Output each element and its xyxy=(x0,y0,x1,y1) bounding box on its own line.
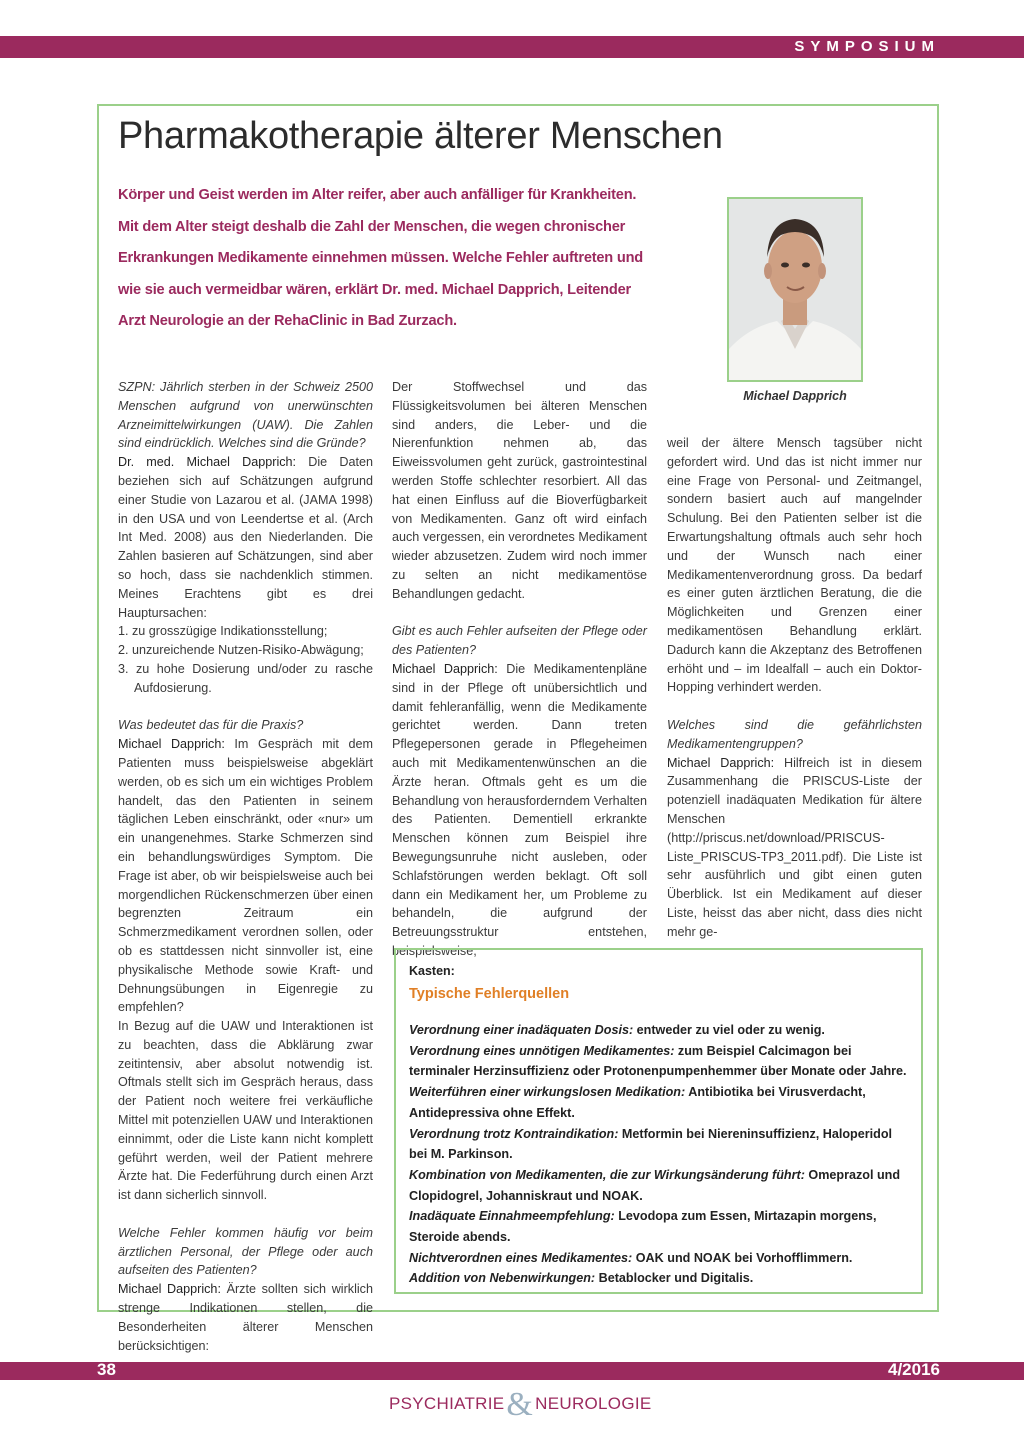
box-item xyxy=(409,1041,909,1082)
interview-question: Was bedeutet das für die Praxis? xyxy=(118,718,304,733)
photo-caption: Michael Dapprich xyxy=(743,389,847,403)
section-kicker: SYMPOSIUM xyxy=(794,38,940,55)
box-item xyxy=(409,1248,909,1269)
box-item-text: Antibiotika bei Virusverdacht, Antidepressiva ohne Effekt. xyxy=(409,1085,866,1120)
answer-text: In Bezug auf die UAW und Interaktionen ist zu beachten, dass die Abklärung zwar zeitintensiv, aber absolut notwendig ist. Oftmals stellt sich im Gespräch heraus, dass der Patient noch weitere frei verkäufliche Mittel mit potenziellen UAW und Interaktionen einnimmt, oder die Liste kann nicht komplett geführt werden, weil der Patient mehrere Ärzte hat. Die Federführung durch einen Arzt ist dann sicherlich sinnvoll. xyxy=(118,1019,373,1203)
box-items xyxy=(409,1020,909,1289)
box-item-text: OAK und NOAK bei Vorhofflimmern. xyxy=(632,1250,853,1265)
article-title: Pharmakotherapie älterer Menschen xyxy=(118,115,723,157)
list-item: 3. zu hohe Dosierung und/oder zu rasche Aufdosierung. xyxy=(118,661,373,695)
speaker-label: Michael Dapprich: xyxy=(118,737,225,752)
answer-text: Im Gespräch mit dem Patienten muss beispielsweise abgeklärt werden, ob es sich um ein wichtiges Problem handelt, das den Patienten in seinem täglichen Leben einschränkt, oder «nur» um ein unangenehmes. Starke Schmerzen sind ein behandlungswürdiges Symptom. Die Frage ist aber, ob wir beispielsweise auch bei morgendlichen Rückenschmerzen über einen begrenzten Zeitraum ein Schmerzmedikament verordnen sollen, oder ob es stattdessen nicht sinnvoller ist, eine physikalische Methode sowie Kraft- und Dehnungsübungen in Eigenregie zu empfehlen? xyxy=(118,737,373,1015)
journal-name-part: PSYCHIATRIE xyxy=(389,1394,505,1413)
interview-answer xyxy=(392,660,647,961)
box-item-term: Verordnung eines unnötigen Medikamentes: xyxy=(409,1043,675,1058)
box-item xyxy=(409,1124,909,1165)
box-item xyxy=(409,1206,909,1247)
box-item-term: Addition von Nebenwirkungen: xyxy=(409,1271,596,1286)
box-item-text: Levodopa zum Essen, Mirtazapin morgens, Steroide abends. xyxy=(409,1209,877,1245)
answer-text: Ärzte sollten sich wirklich strenge Indikationen stellen, die Besonderheiten älterer Menschen berücksichtigen: xyxy=(118,1282,373,1353)
box-item xyxy=(409,1268,909,1289)
box-item xyxy=(409,1082,909,1123)
box-title: Typische Fehlerquellen xyxy=(409,986,570,1002)
box-item xyxy=(409,1165,909,1206)
box-item-text: Metformin bei Niereninsuffizienz, Haloperidol bei M. Parkinson. xyxy=(409,1126,893,1162)
paragraph-gap xyxy=(118,698,373,717)
body-paragraph: Der Stoffwechsel und das Flüssigkeitsvolumen bei älteren Menschen sind anders, die Leber- und die Nierenfunktion nehmen ab, das Eiweissvolumen geht zurück, gastrointestinal werden Stoffe schlechter resorbiert. All das hat einen Einfluss auf die Bioverfügbarkeit von Medikamenten. Ganz oft wird einfach auch vergessen, ein verordnetes Medikament wieder abzusetzen. Zudem wird noch immer zu selten an nicht medikamentöse Behandlungen gedacht. xyxy=(392,380,647,601)
speaker-label: Michael Dapprich: xyxy=(392,661,498,676)
article-lead: Körper und Geist werden im Alter reifer, aber auch anfälliger für Krankheiten. Mit dem Alter steigt deshalb die Zahl der Menschen, die wegen chronischer Erkrankungen Medikamente einnehmen müssen. Welche Fehler auftreten und wie sie auch vermeidbar wären, erklärt Dr. med. Michael Dapprich, Leitender Arzt Neurologie an der RehaClinic in Bad Zurzach. xyxy=(118,187,644,329)
interview-question: Welche Fehler kommen häufig vor beim ärztlichen Personal, der Pflege oder auch aufseiten des Patienten? xyxy=(118,1225,373,1278)
list-item: 2. unzureichende Nutzen-Risiko-Abwägung; xyxy=(118,643,364,658)
ampersand-mark: & xyxy=(506,1386,534,1423)
speaker-label: Michael Dapprich: xyxy=(667,755,775,770)
box-item-text: zum Beispiel Calcimagon bei terminaler Herzinsuffizienz oder Protonenpumpenhemmer über Monate oder Jahre. xyxy=(409,1043,907,1079)
box-item-text: entweder zu viel oder zu wenig. xyxy=(633,1023,825,1037)
text-column-3 xyxy=(667,434,922,942)
interview-question: SZPN: Jährlich sterben in der Schweiz 2500 Menschen aufgrund von unerwünschten Arzneimittelwirkungen (UAW). Die Zahlen sind eindrücklich. Welches sind die Gründe? xyxy=(118,380,373,451)
box-item-term: Inadäquate Einnahmeempfehlung: xyxy=(409,1209,615,1224)
answer-text: Die Medikamentenpläne sind in der Pflege oft unübersichtlich und damit fehleranfällig, wenn die Medikamente gerichtet werden. Dann treten Pflegepersonen gerade in Pflegeheimen auch mit Medikamentenwünschen an die Ärzte heran. Oftmals geht es um die Behandlung von herausforderndem Verhalten des Patienten. Dementiell erkrankte Menschen können zum Beispiel ihre Bewegungsunruhe nicht ausleben, oder Schlafstörungen werden beklagt. Oft soll dann ein Medikament her, um Probleme zu behandeln, die aufgrund der Betreuungsstruktur entstehen, beispielsweise, xyxy=(392,661,648,958)
box-item-text: Omeprazol und Clopidogrel, Johanniskraut und NOAK. xyxy=(409,1167,901,1203)
body-paragraph: weil der ältere Mensch tagsüber nicht gefordert wird. Und das ist nicht immer nur eine Frage von Personal- und Zeitmangel, sondern basiert auch auf mangelnder Schulung. Bei den Patienten selber ist die Erwartungshaltung oftmals auch sehr hoch und der Wunsch nach einer Medikamentenverordnung gross. Da bedarf es einer guten ärztlichen Beratung, die die Möglichkeiten und Grenzen einer medikamentösen Behandlung erklärt. Dadurch kann die Akzeptanz des Betroffenen erhöht und – im Idealfall – auch ein Doktor-Hopping verhindert werden. xyxy=(667,436,922,695)
interview-answer xyxy=(667,754,922,942)
issue-number: 4/2016 xyxy=(888,1360,940,1379)
causes-list xyxy=(118,622,373,697)
box-item-term: Verordnung einer inadäquaten Dosis: xyxy=(409,1023,634,1037)
interview-answer xyxy=(118,1280,373,1355)
box-item-term: Nichtverordnen eines Medikamentes: xyxy=(409,1250,633,1265)
info-box xyxy=(394,948,923,1294)
box-item-term: Verordnung trotz Kontraindikation: xyxy=(409,1126,619,1141)
paragraph-gap xyxy=(667,697,922,716)
list-item: 1. zu grosszügige Indikationsstellung; xyxy=(118,624,328,639)
box-item xyxy=(409,1020,909,1041)
page-number: 38 xyxy=(97,1360,116,1379)
box-label: Kasten: xyxy=(409,964,455,978)
speaker-label: Dr. med. Michael Dapprich: xyxy=(118,455,297,470)
header-bar xyxy=(0,36,1024,58)
interview-question: Welches sind die gefährlichsten Medikamentengruppen? xyxy=(667,717,922,751)
answer-text: Hilfreich ist in diesem Zusammenhang die PRISCUS-Liste der potenziell inadäquaten Medikation für ältere Menschen (http://priscus.net/download/PRISCUS-Liste_PRISCUS-TP3_2011.pdf). Die Liste ist sehr ausführlich und gibt einen guten Überblick. Ist ein Medikament auf dieser Liste, heisst das aber nicht, dass dies nicht mehr ge- xyxy=(667,755,922,939)
speaker-label: Michael Dapprich: xyxy=(118,1282,221,1297)
interview-question: Gibt es auch Fehler aufseiten der Pflege oder des Patienten? xyxy=(392,624,647,658)
portrait-image xyxy=(729,199,861,380)
box-item-text: Betablocker und Digitalis. xyxy=(595,1271,754,1286)
box-item-term: Kombination von Medikamenten, die zur Wirkungsänderung führt: xyxy=(409,1167,805,1182)
text-column-1 xyxy=(118,378,373,1355)
interview-answer xyxy=(118,453,373,622)
paragraph-gap xyxy=(392,604,647,623)
author-photo xyxy=(727,197,863,382)
interview-answer xyxy=(118,735,373,1017)
paragraph-gap xyxy=(118,1205,373,1224)
journal-name-part: NEUROLOGIE xyxy=(535,1394,652,1413)
journal-logo xyxy=(389,1380,652,1423)
footer-bar xyxy=(0,1362,1024,1380)
text-column-2 xyxy=(392,378,647,961)
box-item-term: Weiterführen einer wirkungslosen Medikation: xyxy=(409,1085,686,1100)
answer-text: Die Daten beziehen sich auf Schätzungen aufgrund einer Studie von Lazarou et al. (JAMA 1998) in den USA und von Leendertse et al. (Arch Int Med. 2008) aus den Niederlanden. Die Zahlen basieren auf Schätzungen, sind aber so hoch, dass sie nachdenklich stimmen. Meines Erachtens gibt es drei Hauptursachen: xyxy=(118,455,373,620)
